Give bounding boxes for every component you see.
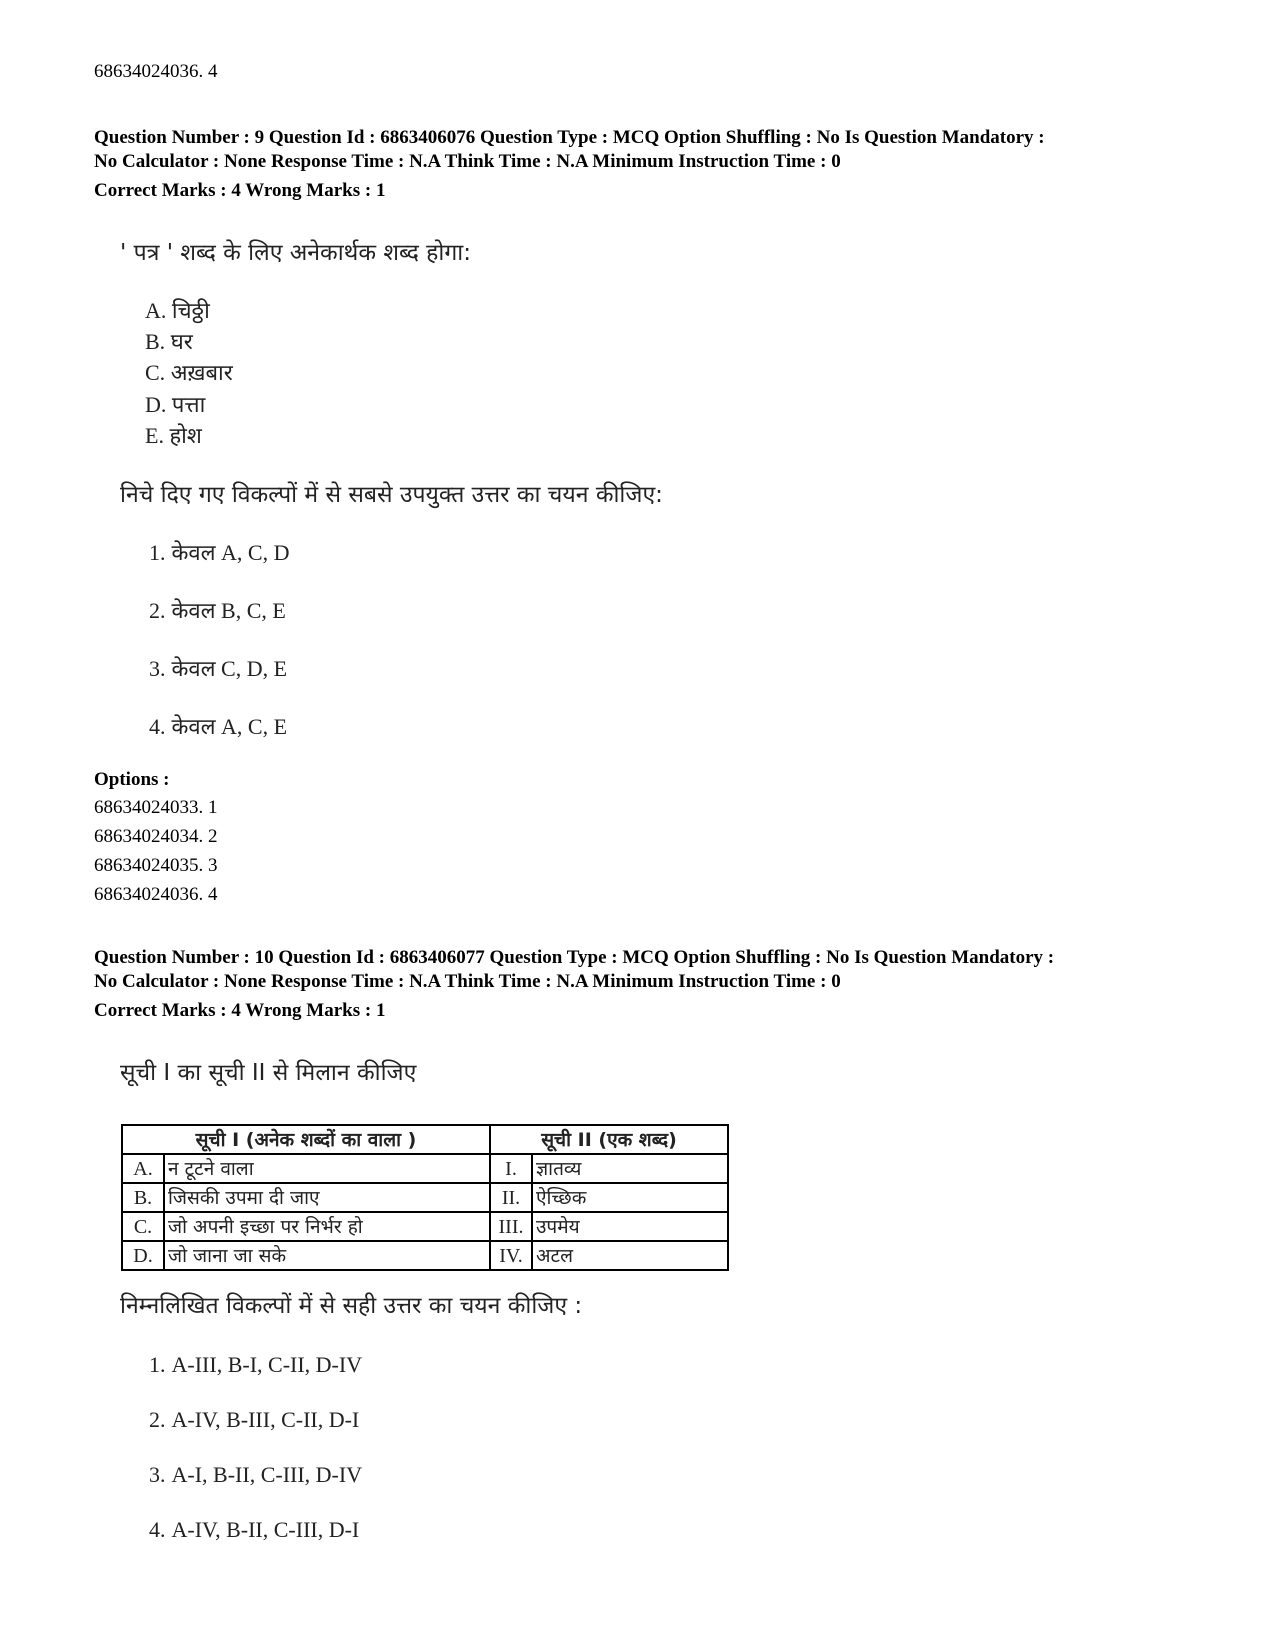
choice-text: A-I, B-II, C-III, D-IV (171, 1462, 363, 1487)
choice-number: 1. (149, 1352, 166, 1377)
q9-item-label: E. (145, 423, 164, 448)
list-1-text: जिसकी उपमा दी जाए (164, 1183, 490, 1212)
q10-choice-3 (149, 1460, 362, 1490)
q9-item-b (145, 327, 193, 358)
choice-english: A, C, D (221, 540, 290, 565)
list-1-key: B. (122, 1183, 164, 1212)
q9-item-label: D. (145, 392, 167, 417)
list-1-text: न टूटने वाला (164, 1154, 490, 1183)
choice-english: B, C, E (221, 598, 286, 623)
q9-item-text: पत्ता (171, 393, 206, 418)
choice-hindi: केवल (171, 657, 216, 682)
q9-item-text: चिठ्ठी (171, 299, 210, 324)
q9-option-id-2: 68634024034. 2 (94, 826, 218, 847)
choice-number: 4. (149, 1517, 166, 1542)
list-2-key: II. (490, 1183, 532, 1212)
list-2-text: उपमेय (532, 1212, 728, 1241)
list-2-text: ऐच्छिक (532, 1183, 728, 1212)
choice-number: 1. (149, 540, 166, 565)
previous-option-line: 68634024036. 4 (94, 61, 218, 82)
list-1-key: D. (122, 1241, 164, 1270)
q9-item-label: B. (145, 329, 166, 354)
list-1-key: A. (122, 1154, 164, 1183)
q10-choice-1 (149, 1350, 362, 1380)
list-1-header: सूची I (अनेक शब्दों का वाला ) (122, 1125, 490, 1154)
list-2-key: III. (490, 1212, 532, 1241)
list-1-text: जो जाना जा सके (164, 1241, 490, 1270)
q9-choice-3 (149, 654, 287, 685)
choice-number: 3. (149, 656, 166, 681)
choice-hindi: केवल (171, 599, 216, 624)
match-table-header (122, 1125, 728, 1154)
choice-number: 4. (149, 714, 166, 739)
q9-options-label: Options : (94, 769, 170, 790)
choice-english: A, C, E (221, 714, 288, 739)
q9-item-label: C. (145, 360, 166, 385)
list-2-text: ज्ञातव्य (532, 1154, 728, 1183)
choice-hindi: केवल (171, 715, 216, 740)
list-2-key: IV. (490, 1241, 532, 1270)
list-2-key: I. (490, 1154, 532, 1183)
list-2-text: अटल (532, 1241, 728, 1270)
q9-choice-2 (149, 596, 286, 627)
q9-item-c (145, 358, 233, 389)
table-row (122, 1183, 728, 1212)
choice-number: 3. (149, 1462, 166, 1487)
q9-item-a (145, 296, 210, 327)
q10-meta-line-2: No Calculator : None Response Time : N.A Think Time : N.A Minimum Instruction Time : 0 (94, 971, 841, 992)
q10-choice-4 (149, 1515, 359, 1545)
q9-item-text: घर (170, 330, 193, 355)
q9-item-e (145, 421, 202, 452)
q10-instruction: निम्नलिखित विकल्पों में से सही उत्तर का चयन कीजिए : (120, 1293, 583, 1319)
q9-item-d (145, 390, 205, 421)
q9-question-text: ' पत्र ' शब्द के लिए अनेकार्थक शब्द होगा: (120, 240, 471, 266)
q9-item-text: होश (169, 424, 202, 449)
table-row (122, 1154, 728, 1183)
q9-choice-1 (149, 538, 290, 569)
q9-item-text: अख़बार (170, 361, 233, 386)
q9-choice-4 (149, 712, 287, 743)
list-2-header: सूची II (एक शब्द) (490, 1125, 728, 1154)
match-table (121, 1124, 729, 1271)
q9-instruction: निचे दिए गए विकल्पों में से सबसे उपयुक्त उत्तर का चयन कीजिए: (120, 482, 663, 508)
q9-marks: Correct Marks : 4 Wrong Marks : 1 (94, 180, 386, 201)
choice-text: A-III, B-I, C-II, D-IV (171, 1352, 363, 1377)
choice-text: A-IV, B-III, C-II, D-I (171, 1407, 360, 1432)
choice-english: C, D, E (221, 656, 288, 681)
q9-option-id-4: 68634024036. 4 (94, 884, 218, 905)
q9-option-id-1: 68634024033. 1 (94, 797, 218, 818)
q10-question-text: सूची I का सूची II से मिलान कीजिए (120, 1060, 417, 1086)
choice-hindi: केवल (171, 541, 216, 566)
list-1-text: जो अपनी इच्छा पर निर्भर हो (164, 1212, 490, 1241)
table-row (122, 1241, 728, 1270)
q10-meta-line-1: Question Number : 10 Question Id : 6863406077 Question Type : MCQ Option Shuffling : No Is Question Mandatory : (94, 947, 1055, 968)
choice-text: A-IV, B-II, C-III, D-I (171, 1517, 360, 1542)
q9-meta-line-1: Question Number : 9 Question Id : 6863406076 Question Type : MCQ Option Shuffling : No Is Question Mandatory : (94, 127, 1045, 148)
q10-choice-2 (149, 1405, 359, 1435)
q10-marks: Correct Marks : 4 Wrong Marks : 1 (94, 1000, 386, 1021)
table-row (122, 1212, 728, 1241)
choice-number: 2. (149, 598, 166, 623)
choice-number: 2. (149, 1407, 166, 1432)
q9-item-label: A. (145, 298, 167, 323)
list-1-key: C. (122, 1212, 164, 1241)
q9-meta-line-2: No Calculator : None Response Time : N.A Think Time : N.A Minimum Instruction Time : 0 (94, 151, 841, 172)
q9-option-id-3: 68634024035. 3 (94, 855, 218, 876)
